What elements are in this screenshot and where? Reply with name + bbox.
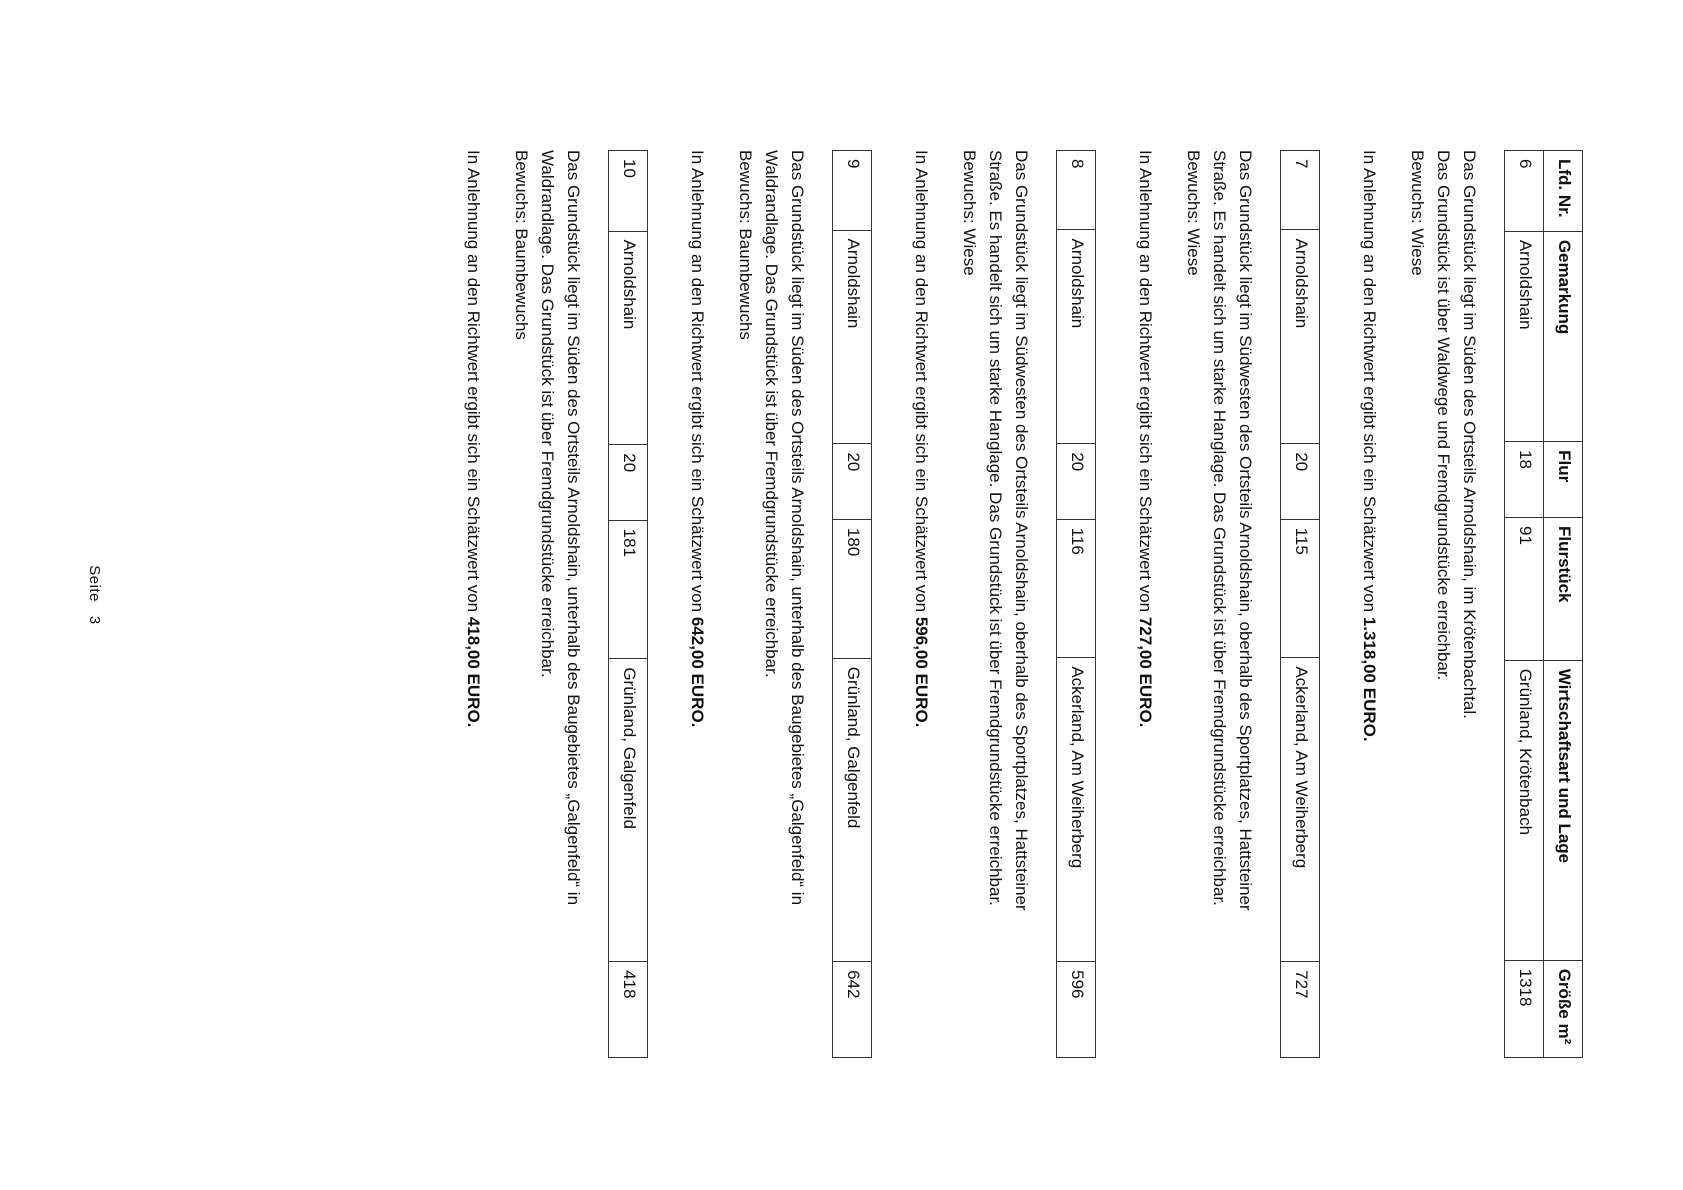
cell-gemarkung: Arnoldshain [1057,230,1096,444]
footer-label: Seite [86,565,103,602]
result-text: In Anlehnung an den Richtwert ergibt sich ein Schätzwert von [912,150,931,617]
result-text: In Anlehnung an den Richtwert ergibt sich ein Schätzwert von [688,150,707,617]
valuation-result-10 [460,148,486,1048]
cell-flurstueck: 115 [1281,519,1320,658]
description-line: Straße. Es handelt sich um starke Hanglage. Das Grundstück ist über Fremdgrundstücke erreichbar. [1210,150,1229,906]
parcel-table-6 [1504,150,1583,1058]
cell-flur: 20 [833,444,872,519]
table-row [1281,151,1320,1058]
table-row [609,151,648,1058]
header-groesse: Größe m² [1544,960,1583,1057]
valuation-result-6 [1356,148,1382,1048]
valuation-result-8 [908,148,934,1048]
description-line: Waldrandlage. Das Grundstück ist über Fremdgrundstücke erreichbar. [762,150,781,678]
cell-flur: 20 [1057,444,1096,519]
description-line: Straße. Es handelt sich um starke Hanglage. Das Grundstück ist über Fremdgrundstücke erreichbar. [986,150,1005,906]
valuation-result-9 [684,148,710,1048]
cell-wirtschaftsart: Grünland, Galgenfeld [609,659,648,962]
cell-groesse: 418 [609,962,648,1058]
header-flurstueck: Flurstück [1544,518,1583,661]
parcel-description-9 [732,148,810,1048]
cell-wirtschaftsart: Grünland, Krötenbach [1505,660,1544,960]
cell-groesse: 727 [1281,962,1320,1058]
parcel-description-6 [1404,148,1482,1048]
table-header-row [1544,151,1583,1058]
cell-lfd-nr: 7 [1281,151,1320,230]
valuation-result-7 [1132,148,1158,1048]
cell-wirtschaftsart: Ackerland, Am Weiherberg [1281,658,1320,962]
description-line: Das Grundstück liegt im Süden des Ortsteils Arnoldshain, unterhalb des Baugebietes „Galgenfeld“ in [564,150,583,906]
parcel-description-8 [956,148,1034,1048]
page-footer [86,0,103,1190]
parcel-description-10 [508,148,586,1048]
description-line: Bewuchs: Wiese [960,150,979,276]
description-line: Das Grundstück liegt im Südwesten des Ortsteils Arnoldshain, oberhalb des Sportplatzes, Hattsteiner [1012,150,1031,911]
parcel-table-7 [1280,150,1320,1058]
table-row [833,151,872,1058]
description-line: Bewuchs: Baumbewuchs [512,150,531,340]
result-value: 642,00 EURO. [688,616,707,728]
parcel-table-8 [1056,150,1096,1058]
result-text: In Anlehnung an den Richtwert ergibt sich ein Schätzwert von [1136,150,1155,617]
page-number: 3 [86,615,103,625]
result-value: 418,00 EURO. [464,616,483,728]
description-line: Bewuchs: Wiese [1184,150,1203,276]
description-line: Das Grundstück liegt im Südwesten des Ortsteils Arnoldshain, oberhalb des Sportplatzes, Hattsteiner [1236,150,1255,911]
cell-flur: 18 [1505,442,1544,518]
table-row [1057,151,1096,1058]
description-line: Bewuchs: Baumbewuchs [736,150,755,340]
result-value: 727,00 EURO. [1136,616,1155,728]
cell-wirtschaftsart: Grünland, Galgenfeld [833,658,872,961]
parcel-description-7 [1180,148,1258,1048]
description-line: Waldrandlage. Das Grundstück ist über Fremdgrundstücke erreichbar. [538,150,557,678]
cell-gemarkung: Arnoldshain [1505,231,1544,441]
cell-flurstueck: 181 [609,520,648,659]
description-line: Das Grundstück liegt im Süden des Ortsteils Arnoldshain, unterhalb des Baugebietes „Galgenfeld“ in [788,150,807,906]
result-value: 596,00 EURO. [912,616,931,728]
cell-gemarkung: Arnoldshain [833,230,872,444]
cell-groesse: 642 [833,962,872,1058]
description-line: Das Grundstück ist über Waldwege und Fremdgrundstücke erreichbar. [1434,150,1453,681]
cell-gemarkung: Arnoldshain [609,231,648,445]
cell-flurstueck: 180 [833,519,872,658]
parcel-table-10 [608,150,648,1058]
cell-lfd-nr: 6 [1505,151,1544,232]
cell-flurstueck: 91 [1505,518,1544,661]
cell-flur: 20 [609,445,648,520]
result-text: In Anlehnung an den Richtwert ergibt sich ein Schätzwert von [464,150,483,617]
header-gemarkung: Gemarkung [1544,231,1583,441]
cell-lfd-nr: 10 [609,151,648,232]
cell-lfd-nr: 9 [833,151,872,231]
header-wirtschaftsart: Wirtschaftsart und Lage [1544,660,1583,960]
cell-gemarkung: Arnoldshain [1281,230,1320,444]
description-line: Bewuchs: Wiese [1408,150,1427,276]
cell-groesse: 596 [1057,962,1096,1058]
cell-lfd-nr: 8 [1057,151,1096,230]
cell-flurstueck: 116 [1057,519,1096,658]
cell-groesse: 1318 [1505,960,1544,1057]
header-flur: Flur [1544,442,1583,518]
result-value: 1.318,00 EURO. [1360,616,1379,742]
cell-flur: 20 [1281,444,1320,519]
cell-wirtschaftsart: Ackerland, Am Weiherberg [1057,658,1096,962]
table-row [1505,151,1544,1058]
result-text: In Anlehnung an den Richtwert ergibt sich ein Schätzwert von [1360,150,1379,617]
parcel-table-9 [832,150,872,1058]
header-lfd-nr: Lfd. Nr. [1544,151,1583,232]
description-line: Das Grundstück liegt im Süden des Ortsteils Arnoldshain, im Krötenbachtal. [1460,150,1479,719]
page-content [460,148,1583,1048]
